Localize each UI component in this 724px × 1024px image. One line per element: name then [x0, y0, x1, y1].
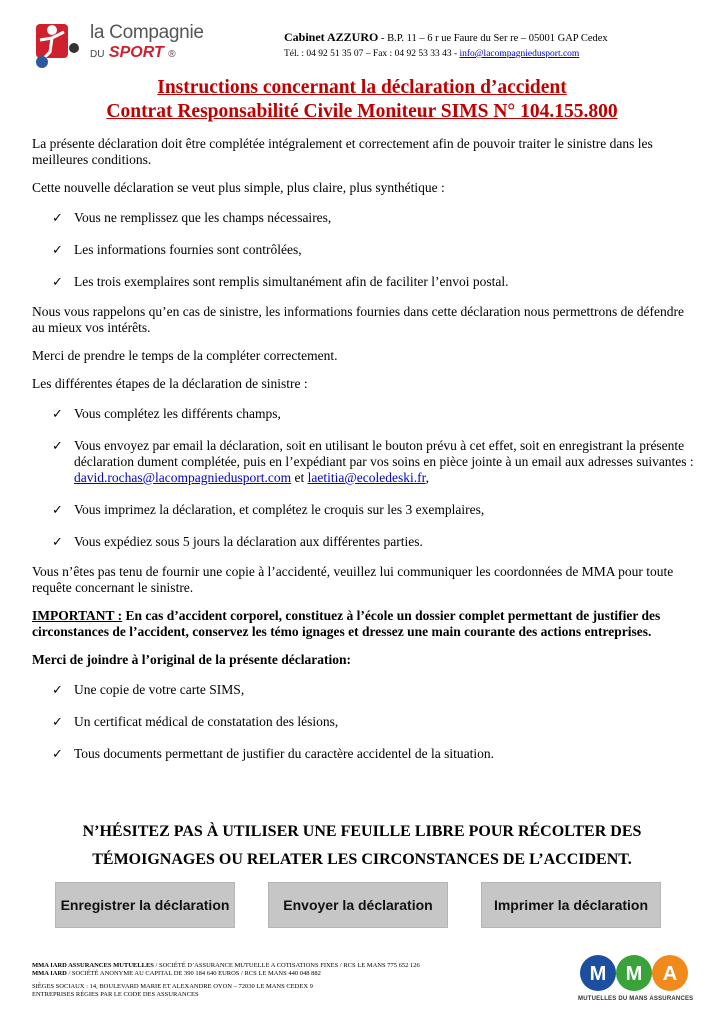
action-buttons [0, 882, 724, 926]
contact-line [284, 49, 579, 59]
attach-heading: Merci de joindre à l’original de la présente déclaration: [32, 652, 351, 667]
title-line1: Instructions concernant la déclaration d’accident [157, 77, 567, 98]
cabinet-address-line [284, 30, 608, 45]
cabinet-name: Cabinet AZZURO [284, 30, 379, 44]
mma-letter-3: A [662, 963, 678, 985]
footer-line4: ENTREPRISES RÉGIES PAR LE CODE DES ASSURANCES [32, 991, 199, 998]
mma-tagline: MUTUELLES DU MANS ASSURANCES [578, 996, 694, 1002]
steps-intro: Les différentes étapes de la déclaration de sinistre : [32, 376, 308, 391]
thanks-paragraph: Merci de prendre le temps de la compléter correctement. [32, 348, 338, 363]
contact-email-link[interactable]: info@lacompagniedusport.com [459, 49, 580, 59]
list-item-text [74, 438, 694, 485]
footer-l2-rest: / SOCIÉTÉ ANONYME AU CAPITAL DE 390 184 640 EUROS / RCS LE MANS 440 048 882 [66, 970, 321, 977]
footer-l1-rest: / SOCIÉTÉ D’ASSURANCE MUTUELLE A COTISATIONS FIXES / RCS LE MANS 775 652 126 [153, 962, 420, 969]
mma-logo [578, 952, 694, 1010]
mma-letters-icon [578, 952, 690, 996]
tel-fax: Tél. : 04 92 51 35 07 – Fax : 04 92 53 33 43 [284, 49, 452, 59]
new-declaration-paragraph: Cette nouvelle déclaration se veut plus simple, plus claire, plus synthétique : [32, 180, 445, 195]
email-link-david[interactable]: david.rochas@lacompagniedusport.com [74, 470, 292, 485]
check-icon: ✓ [52, 502, 63, 517]
footer-l1-bold: MMA IARD ASSURANCES MUTUELLES [32, 962, 154, 969]
list-item [32, 746, 694, 762]
list-item-text: Vous expédiez sous 5 jours la déclaration aux différentes parties. [74, 534, 423, 549]
benefits-list [32, 210, 694, 290]
logo-sport: SPORT [108, 44, 164, 61]
list-item [32, 406, 694, 422]
compagnie-du-sport-logo [30, 18, 204, 70]
list-item-text: Vous imprimez la déclaration, et complétez le croquis sur les 3 exemplaires, [74, 502, 485, 517]
important-label: IMPORTANT : [32, 608, 123, 623]
steps-list [32, 406, 694, 550]
list-item [32, 210, 694, 226]
check-icon: ✓ [52, 274, 63, 289]
list-item-text: Les trois exemplaires sont remplis simultanément afin de faciliter l’envoi postal. [74, 274, 509, 289]
print-declaration-button[interactable]: Imprimer la déclaration [481, 882, 661, 928]
send-declaration-button[interactable]: Envoyer la déclaration [268, 882, 448, 928]
cabinet-address: B.P. 11 – 6 r ue Faure du Ser re – 05001 GAP Cedex [387, 33, 608, 44]
legal-footer [32, 962, 420, 999]
logo-text-line1: la Compagnie [90, 22, 204, 43]
footer-line3: SIÈGES SOCIAUX : 14, BOULEVARD MARIE ET ALEXANDRE OYON – 72030 LE MANS CEDEX 9 [32, 983, 313, 990]
list-item-text: Un certificat médical de constatation des lésions, [74, 714, 339, 729]
logo-registered-mark: ® [168, 49, 176, 60]
check-icon: ✓ [52, 210, 63, 225]
dash-separator: - [380, 33, 388, 44]
free-sheet-notice [0, 818, 724, 874]
important-paragraph [32, 608, 694, 640]
list-item-text: Vous complétez les différents champs, [74, 406, 281, 421]
mma-letter-1: M [589, 963, 607, 985]
list-item [32, 714, 694, 730]
list-item [32, 274, 694, 290]
list-item [32, 534, 694, 550]
list-item [32, 502, 694, 518]
check-icon: ✓ [52, 406, 63, 421]
list-item [32, 242, 694, 258]
reminder-paragraph: Nous vous rappelons qu’en cas de sinistre, les informations fournies dans cette déclaration nous permettrons de défendre au mieux vos intérêts. [32, 304, 684, 335]
footer-line2 [32, 970, 420, 978]
notice-line1: N’HÉSITEZ PAS À UTILISER UNE FEUILLE LIBRE POUR RÉCOLTER DES [82, 823, 642, 840]
sport-figure-icon [30, 18, 88, 70]
copy-note-paragraph: Vous n’êtes pas tenu de fournir une copie à l’accidenté, veuillez lui communiquer les coordonnées de MMA pour toute requête concernant le sinistre. [32, 564, 674, 595]
title-line2: Contrat Responsabilité Civile Moniteur SIMS N° 104.155.800 [106, 101, 618, 122]
check-icon: ✓ [52, 242, 63, 257]
footer-line1 [32, 962, 420, 970]
notice-line2: TÉMOIGNAGES OU RELATER LES CIRCONSTANCES DE L’ACCIDENT. [92, 851, 632, 868]
attachments-list [32, 682, 694, 762]
important-text: En cas d’accident corporel, constituez à l’école un dossier complet permettant de justifier des circonstances de l’accident, conservez les témo ignages et dressez une main courante des actions entreprises. [32, 608, 661, 639]
list-item [32, 682, 694, 698]
check-icon: ✓ [52, 534, 63, 549]
list-item-text: Tous documents permettant de justifier du caractère accidentel de la situation. [74, 746, 495, 761]
check-icon: ✓ [52, 746, 63, 761]
list-item [32, 438, 694, 486]
dash-separator: - [453, 49, 460, 59]
intro-paragraph: La présente déclaration doit être complétée intégralement et correctement afin de pouvoir traiter le sinistre dans les meilleures conditions. [32, 136, 653, 167]
instructions-body [32, 136, 694, 778]
footer-l2-bold: MMA IARD [32, 970, 67, 977]
save-declaration-button[interactable]: Enregistrer la déclaration [55, 882, 235, 928]
list-item-text: Les informations fournies sont contrôlées, [74, 242, 302, 257]
logo-text-line2 [90, 44, 176, 62]
check-icon: ✓ [52, 438, 63, 453]
step2-and: et [291, 470, 308, 485]
logo-du: DU [90, 49, 105, 60]
check-icon: ✓ [52, 714, 63, 729]
check-icon: ✓ [52, 682, 63, 697]
step2-text: Vous envoyez par email la déclaration, soit en utilisant le bouton prévu à cet effet, soit en enregistrant la présente déclaration dument complétée, puis en l’expédiant par vos soins en pièce jointe à un email aux adresses suivantes : [74, 438, 694, 469]
document-title [0, 76, 724, 124]
email-link-laetitia[interactable]: laetitia@ecoledeski.fr [307, 470, 426, 485]
list-item-text: Vous ne remplissez que les champs nécessaires, [74, 210, 332, 225]
list-item-text: Une copie de votre carte SIMS, [74, 682, 245, 697]
mma-letter-2: M [625, 963, 643, 985]
step2-end: , [425, 470, 429, 485]
letterhead [0, 0, 724, 72]
